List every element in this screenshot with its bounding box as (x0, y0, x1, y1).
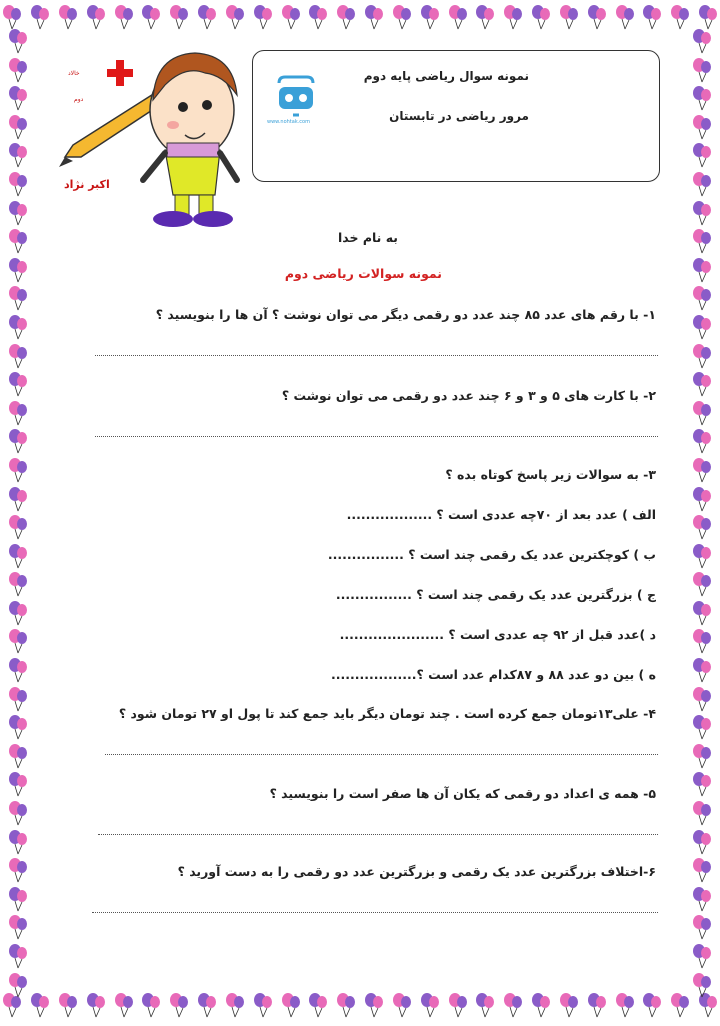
balloon-icon (6, 200, 30, 226)
balloon-icon (6, 142, 30, 168)
balloon-icon (167, 4, 191, 30)
balloon-icon (690, 514, 714, 540)
worksheet-heading: نمونه سوالات ریاضی دوم (284, 266, 442, 281)
balloon-icon (279, 992, 303, 1018)
balloon-icon (6, 628, 30, 654)
balloon-icon (690, 428, 714, 454)
balloon-icon (501, 4, 525, 30)
balloon-icon (690, 800, 714, 826)
balloon-icon (640, 4, 664, 30)
balloon-icon (690, 343, 714, 369)
balloon-icon (6, 543, 30, 569)
question-5: ۵- همه ی اعداد دو رقمی که یکان آن ها صفر است را بنویسید ؟ (269, 786, 656, 801)
balloon-icon (6, 28, 30, 54)
balloon-icon (195, 4, 219, 30)
balloon-icon (6, 972, 30, 998)
balloon-icon (585, 992, 609, 1018)
balloon-icon (6, 800, 30, 826)
balloon-icon (6, 657, 30, 683)
balloon-icon (6, 914, 30, 940)
balloon-icon (6, 686, 30, 712)
balloon-icon (6, 886, 30, 912)
balloon-icon (690, 771, 714, 797)
balloon-icon (6, 57, 30, 83)
border-bottom (0, 992, 720, 1020)
balloon-icon (529, 4, 553, 30)
balloon-icon (473, 992, 497, 1018)
balloon-icon (557, 4, 581, 30)
border-top (0, 4, 720, 32)
balloon-icon (446, 4, 470, 30)
balloon-icon (690, 171, 714, 197)
balloon-icon (690, 829, 714, 855)
answer-line-2[interactable] (95, 436, 658, 437)
balloon-icon (613, 4, 637, 30)
balloon-icon (690, 972, 714, 998)
border-left (4, 28, 32, 998)
balloon-icon (690, 628, 714, 654)
balloon-icon (0, 4, 24, 30)
balloon-icon (690, 600, 714, 626)
balloon-icon (6, 85, 30, 111)
balloon-icon (690, 85, 714, 111)
question-6: ۶-اختلاف بزرگترین عدد یک رقمی و بزرگترین عدد دو رقمی را به دست آورید ؟ (177, 864, 656, 879)
balloon-icon (690, 543, 714, 569)
balloon-icon (690, 571, 714, 597)
balloon-icon (446, 992, 470, 1018)
balloon-icon (390, 4, 414, 30)
balloon-icon (6, 457, 30, 483)
balloon-icon (362, 4, 386, 30)
border-right (688, 28, 716, 998)
question-3e: ه ) بین دو عدد ۸۸ و ۸۷کدام عدد است ؟.................. (331, 667, 656, 682)
site-logo-text: www.nohtak.com (267, 119, 310, 125)
question-4: ۴- علی۱۳تومان جمع کرده است . چند تومان دیگر باید جمع کند تا پول او ۲۷ تومان شود ؟ (118, 706, 656, 721)
balloon-icon (690, 142, 714, 168)
question-1: ۱- با رقم های عدد ۸۵ چند عدد دو رقمی دیگر می توان نوشت ؟ آن ها را بنویسید ؟ (155, 307, 656, 322)
balloon-icon (690, 486, 714, 512)
author-label-1: خالاد (68, 70, 80, 77)
header-title: نمونه سوال ریاضی پایه دوم (363, 69, 529, 83)
balloon-icon (690, 228, 714, 254)
header-box (252, 50, 660, 182)
balloon-icon (6, 771, 30, 797)
balloon-icon (6, 371, 30, 397)
balloon-icon (390, 992, 414, 1018)
balloon-icon (139, 992, 163, 1018)
balloon-icon (668, 4, 692, 30)
question-3b: ب ) کوچکترین عدد یک رقمی چند است ؟ ................ (327, 547, 656, 562)
balloon-icon (6, 857, 30, 883)
balloon-icon (690, 886, 714, 912)
balloon-icon (306, 4, 330, 30)
balloon-icon (690, 257, 714, 283)
answer-line-4[interactable] (105, 754, 658, 755)
balloon-icon (167, 992, 191, 1018)
author-name: اکبر نژاد (64, 178, 110, 191)
balloon-icon (690, 657, 714, 683)
balloon-icon (6, 514, 30, 540)
balloon-icon (6, 343, 30, 369)
balloon-icon (690, 200, 714, 226)
balloon-icon (251, 4, 275, 30)
balloon-icon (690, 314, 714, 340)
balloon-icon (112, 992, 136, 1018)
bismillah: به نام خدا (337, 230, 398, 245)
balloon-icon (418, 992, 442, 1018)
balloon-icon (84, 4, 108, 30)
question-3c: ج ) بزرگترین عدد یک رقمی چند است ؟ ................ (335, 587, 656, 602)
balloon-icon (690, 457, 714, 483)
author-label-2: دوم (74, 96, 84, 103)
balloon-icon (690, 57, 714, 83)
balloon-icon (279, 4, 303, 30)
balloon-icon (690, 914, 714, 940)
balloon-icon (690, 714, 714, 740)
balloon-icon (690, 857, 714, 883)
site-logo-icon (273, 73, 319, 123)
balloon-icon (690, 686, 714, 712)
balloon-icon (640, 992, 664, 1018)
answer-line-6[interactable] (92, 912, 658, 913)
balloon-icon (6, 829, 30, 855)
balloon-icon (56, 4, 80, 30)
balloon-icon (334, 992, 358, 1018)
question-3d: د )عدد قبل از ۹۲ چه عددی است ؟ ...................... (339, 627, 656, 642)
balloon-icon (6, 428, 30, 454)
balloon-icon (112, 4, 136, 30)
balloon-icon (306, 992, 330, 1018)
balloon-icon (223, 992, 247, 1018)
question-3: ۳- به سوالات زیر پاسخ کوتاه بده ؟ (445, 467, 656, 482)
balloon-icon (6, 314, 30, 340)
balloon-icon (362, 992, 386, 1018)
balloon-icon (690, 400, 714, 426)
balloon-icon (6, 486, 30, 512)
answer-line-1[interactable] (95, 355, 658, 356)
balloon-icon (418, 4, 442, 30)
balloon-icon (557, 992, 581, 1018)
balloon-icon (6, 257, 30, 283)
balloon-icon (6, 600, 30, 626)
balloon-icon (690, 371, 714, 397)
balloon-icon (139, 4, 163, 30)
balloon-icon (690, 285, 714, 311)
balloon-icon (56, 992, 80, 1018)
balloon-icon (195, 992, 219, 1018)
balloon-icon (28, 4, 52, 30)
balloon-icon (223, 4, 247, 30)
balloon-icon (6, 228, 30, 254)
header-subtitle: مرور ریاضی در تابستان (389, 109, 529, 123)
balloon-icon (6, 400, 30, 426)
balloon-icon (473, 4, 497, 30)
balloon-icon (6, 571, 30, 597)
cartoon-boy-with-pencil (55, 45, 245, 230)
balloon-icon (690, 114, 714, 140)
balloon-icon (690, 743, 714, 769)
balloon-icon (251, 992, 275, 1018)
balloon-icon (6, 114, 30, 140)
balloon-icon (690, 943, 714, 969)
balloon-icon (84, 992, 108, 1018)
balloon-icon (6, 171, 30, 197)
balloon-icon (529, 992, 553, 1018)
balloon-icon (334, 4, 358, 30)
balloon-icon (6, 714, 30, 740)
balloon-icon (6, 285, 30, 311)
balloon-icon (501, 992, 525, 1018)
balloon-icon (6, 743, 30, 769)
balloon-icon (585, 4, 609, 30)
balloon-icon (690, 28, 714, 54)
question-3a: الف ) عدد بعد از ۷۰چه عددی است ؟ .................. (346, 507, 656, 522)
question-2: ۲- با کارت های ۵ و ۳ و ۶ چند عدد دو رقمی می توان نوشت ؟ (281, 388, 656, 403)
answer-line-5[interactable] (98, 834, 658, 835)
balloon-icon (6, 943, 30, 969)
balloon-icon (696, 4, 720, 30)
balloon-icon (613, 992, 637, 1018)
